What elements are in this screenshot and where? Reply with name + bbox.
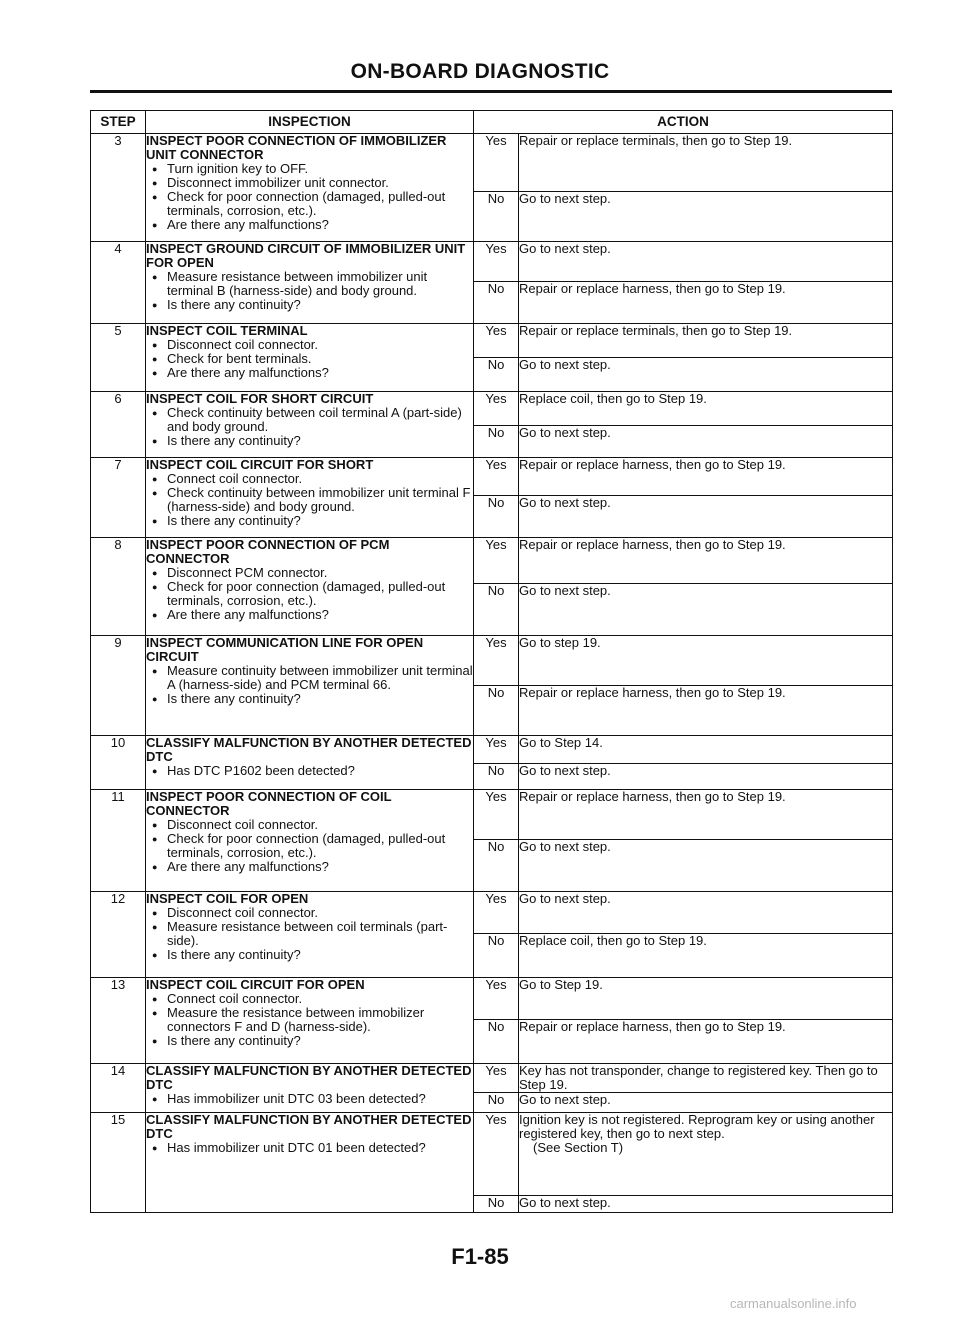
yes-action-text: Repair or replace harness, then go to Step 19. — [519, 457, 786, 472]
no-action: Go to next step. — [519, 496, 893, 538]
inspection-bullets — [146, 406, 473, 448]
step-number: 7 — [91, 458, 146, 538]
no-action: Go to next step. — [519, 1196, 893, 1213]
yes-action — [519, 1113, 893, 1196]
step-number: 11 — [91, 790, 146, 892]
no-label: No — [474, 1020, 519, 1064]
page-title: ON-BOARD DIAGNOSTIC — [350, 60, 610, 83]
yes-label: Yes — [474, 892, 519, 934]
yes-label: Yes — [474, 736, 519, 764]
yes-label: Yes — [474, 538, 519, 584]
table-row — [91, 978, 893, 1020]
table-row — [91, 458, 893, 496]
yes-label: Yes — [474, 636, 519, 686]
inspection-bullets — [146, 764, 473, 778]
no-action: Go to next step. — [519, 584, 893, 636]
no-action: Go to next step. — [519, 840, 893, 892]
inspection-bullet: ● Measure continuity between immobilizer unit terminal A (harness-side) and PCM terminal 66. — [146, 664, 473, 692]
inspection-bullet: ● Check for bent terminals. — [146, 352, 473, 366]
step-number: 9 — [91, 636, 146, 736]
yes-action — [519, 242, 893, 282]
step-number: 6 — [91, 392, 146, 458]
table-row — [91, 1113, 893, 1196]
inspection-cell — [146, 1113, 474, 1213]
inspection-bullet: ● Has immobilizer unit DTC 03 been detected? — [146, 1092, 473, 1106]
inspection-bullet: ● Check continuity between immobilizer unit terminal F (harness-side) and body ground. — [146, 486, 473, 514]
yes-label: Yes — [474, 392, 519, 426]
inspection-bullets — [146, 906, 473, 962]
no-action: Go to next step. — [519, 192, 893, 242]
inspection-bullet: ● Connect coil connector. — [146, 472, 473, 486]
yes-action — [519, 392, 893, 426]
header-step: STEP — [91, 111, 146, 134]
yes-action — [519, 458, 893, 496]
table-row — [91, 892, 893, 934]
header-action: ACTION — [474, 111, 893, 134]
yes-action — [519, 636, 893, 686]
table-body — [91, 134, 893, 1213]
inspection-bullet: ● Is there any continuity? — [146, 514, 473, 528]
step-number: 10 — [91, 736, 146, 790]
no-action: Replace coil, then go to Step 19. — [519, 934, 893, 978]
no-label: No — [474, 496, 519, 538]
no-label: No — [474, 1196, 519, 1213]
inspection-bullet: ● Has DTC P1602 been detected? — [146, 764, 473, 778]
inspection-bullets — [146, 472, 473, 528]
yes-action — [519, 538, 893, 584]
no-label: No — [474, 192, 519, 242]
inspection-bullet: ● Is there any continuity? — [146, 434, 473, 448]
step-number: 3 — [91, 134, 146, 242]
yes-action — [519, 736, 893, 764]
inspection-heading: INSPECT GROUND CIRCUIT OF IMMOBILIZER UNIT FOR OPEN — [146, 241, 466, 270]
yes-action-text: Repair or replace harness, then go to Step 19. — [519, 789, 786, 804]
table-row — [91, 134, 893, 192]
inspection-bullets — [146, 162, 473, 232]
watermark: carmanualsonline.info — [730, 1296, 857, 1311]
yes-action — [519, 1064, 893, 1093]
yes-action-text: Go to next step. — [519, 891, 611, 906]
yes-action — [519, 892, 893, 934]
no-label: No — [474, 584, 519, 636]
inspection-bullet: ● Has immobilizer unit DTC 01 been detected? — [146, 1141, 473, 1155]
inspection-cell — [146, 892, 474, 978]
inspection-cell — [146, 1064, 474, 1113]
inspection-bullet: ● Disconnect coil connector. — [146, 906, 473, 920]
inspection-bullet: ● Disconnect immobilizer unit connector. — [146, 176, 473, 190]
inspection-heading: CLASSIFY MALFUNCTION BY ANOTHER DETECTED DTC — [146, 1063, 472, 1092]
header-inspection: INSPECTION — [146, 111, 474, 134]
inspection-heading: INSPECT POOR CONNECTION OF PCM CONNECTOR — [146, 537, 390, 566]
step-number: 8 — [91, 538, 146, 636]
inspection-bullet: ● Is there any continuity? — [146, 298, 473, 312]
yes-label: Yes — [474, 324, 519, 358]
inspection-bullet: ● Is there any continuity? — [146, 948, 473, 962]
inspection-bullet: ● Are there any malfunctions? — [146, 608, 473, 622]
inspection-heading: INSPECT POOR CONNECTION OF COIL CONNECTOR — [146, 789, 392, 818]
inspection-bullet: ● Measure resistance between coil terminals (part-side). — [146, 920, 473, 948]
inspection-bullets — [146, 664, 473, 706]
yes-action-text: Go to Step 14. — [519, 735, 603, 750]
yes-label: Yes — [474, 134, 519, 192]
no-action: Go to next step. — [519, 358, 893, 392]
no-action: Repair or replace harness, then go to Step 19. — [519, 686, 893, 736]
yes-label: Yes — [474, 242, 519, 282]
step-number: 4 — [91, 242, 146, 324]
no-label: No — [474, 1093, 519, 1113]
inspection-bullet: ● Check for poor connection (damaged, pulled-out terminals, corrosion, etc.). — [146, 190, 473, 218]
inspection-heading: INSPECT COMMUNICATION LINE FOR OPEN CIRCUIT — [146, 635, 424, 664]
no-label: No — [474, 686, 519, 736]
page-number: F1-85 — [451, 1244, 509, 1269]
no-label: No — [474, 764, 519, 790]
yes-action — [519, 790, 893, 840]
inspection-cell — [146, 790, 474, 892]
inspection-bullet: ● Is there any continuity? — [146, 692, 473, 706]
inspection-bullet: ● Disconnect coil connector. — [146, 338, 473, 352]
yes-action-text: Ignition key is not registered. Reprogram key or using another registered key, then go to next step. — [519, 1112, 875, 1141]
no-action: Repair or replace harness, then go to Step 19. — [519, 1020, 893, 1064]
no-label: No — [474, 282, 519, 324]
inspection-heading: INSPECT POOR CONNECTION OF IMMOBILIZER UNIT CONNECTOR — [146, 133, 447, 162]
inspection-cell — [146, 636, 474, 736]
yes-action-text: Go to Step 19. — [519, 977, 603, 992]
yes-action-note: (See Section T) — [533, 1140, 624, 1155]
step-number: 12 — [91, 892, 146, 978]
no-label: No — [474, 426, 519, 458]
inspection-cell — [146, 538, 474, 636]
table-header-row — [91, 111, 893, 134]
no-label: No — [474, 840, 519, 892]
table-row — [91, 636, 893, 686]
yes-action-text: Go to next step. — [519, 241, 611, 256]
table-row — [91, 1064, 893, 1093]
inspection-heading: INSPECT COIL CIRCUIT FOR OPEN — [146, 977, 365, 992]
inspection-bullets — [146, 338, 473, 380]
inspection-bullet: ● Are there any malfunctions? — [146, 218, 473, 232]
inspection-cell — [146, 458, 474, 538]
yes-label: Yes — [474, 1064, 519, 1093]
inspection-heading: INSPECT COIL FOR SHORT CIRCUIT — [146, 391, 374, 406]
inspection-bullet: ● Check for poor connection (damaged, pulled-out terminals, corrosion, etc.). — [146, 580, 473, 608]
yes-action — [519, 324, 893, 358]
yes-action-text: Replace coil, then go to Step 19. — [519, 391, 707, 406]
yes-action-text: Go to step 19. — [519, 635, 601, 650]
yes-action-text: Repair or replace terminals, then go to Step 19. — [519, 133, 793, 148]
table-row — [91, 736, 893, 764]
step-number: 13 — [91, 978, 146, 1064]
inspection-heading: INSPECT COIL FOR OPEN — [146, 891, 309, 906]
no-action: Go to next step. — [519, 426, 893, 458]
inspection-bullet: ● Connect coil connector. — [146, 992, 473, 1006]
table-row — [91, 324, 893, 358]
no-label: No — [474, 358, 519, 392]
inspection-bullets — [146, 270, 473, 312]
no-label: No — [474, 934, 519, 978]
inspection-bullet: ● Is there any continuity? — [146, 1034, 473, 1048]
inspection-bullets — [146, 1141, 473, 1155]
table-row — [91, 242, 893, 282]
step-number: 5 — [91, 324, 146, 392]
inspection-bullet: ● Check continuity between coil terminal A (part-side) and body ground. — [146, 406, 473, 434]
inspection-cell — [146, 134, 474, 242]
yes-action — [519, 978, 893, 1020]
inspection-bullet: ● Measure the resistance between immobilizer connectors F and D (harness-side). — [146, 1006, 473, 1034]
yes-action — [519, 134, 893, 192]
inspection-heading: CLASSIFY MALFUNCTION BY ANOTHER DETECTED DTC — [146, 1112, 472, 1141]
inspection-cell — [146, 978, 474, 1064]
inspection-cell — [146, 736, 474, 790]
diagnostic-table — [90, 110, 893, 1213]
inspection-heading: CLASSIFY MALFUNCTION BY ANOTHER DETECTED DTC — [146, 735, 472, 764]
inspection-bullet: ● Check for poor connection (damaged, pulled-out terminals, corrosion, etc.). — [146, 832, 473, 860]
inspection-bullet: ● Are there any malfunctions? — [146, 366, 473, 380]
step-number: 15 — [91, 1113, 146, 1213]
inspection-bullets — [146, 992, 473, 1048]
inspection-cell — [146, 392, 474, 458]
inspection-bullets — [146, 818, 473, 874]
inspection-bullet: ● Are there any malfunctions? — [146, 860, 473, 874]
inspection-heading: INSPECT COIL TERMINAL — [146, 323, 308, 338]
step-number: 14 — [91, 1064, 146, 1113]
table-row — [91, 538, 893, 584]
yes-label: Yes — [474, 978, 519, 1020]
inspection-bullet: ● Disconnect PCM connector. — [146, 566, 473, 580]
yes-action-text: Key has not transponder, change to registered key. Then go to Step 19. — [519, 1063, 878, 1092]
table-row — [91, 392, 893, 426]
inspection-bullets — [146, 566, 473, 622]
yes-action-text: Repair or replace harness, then go to Step 19. — [519, 537, 786, 552]
inspection-bullet: ● Measure resistance between immobilizer unit terminal B (harness-side) and body ground. — [146, 270, 473, 298]
inspection-bullet: ● Disconnect coil connector. — [146, 818, 473, 832]
inspection-heading: INSPECT COIL CIRCUIT FOR SHORT — [146, 457, 374, 472]
inspection-cell — [146, 242, 474, 324]
table-row — [91, 790, 893, 840]
title-rule — [90, 90, 892, 93]
no-action: Repair or replace harness, then go to Step 19. — [519, 282, 893, 324]
yes-label: Yes — [474, 458, 519, 496]
yes-label: Yes — [474, 790, 519, 840]
inspection-bullet: ● Turn ignition key to OFF. — [146, 162, 473, 176]
yes-label: Yes — [474, 1113, 519, 1196]
no-action: Go to next step. — [519, 1093, 893, 1113]
no-action: Go to next step. — [519, 764, 893, 790]
inspection-bullets — [146, 1092, 473, 1106]
inspection-cell — [146, 324, 474, 392]
yes-action-text: Repair or replace terminals, then go to Step 19. — [519, 323, 793, 338]
